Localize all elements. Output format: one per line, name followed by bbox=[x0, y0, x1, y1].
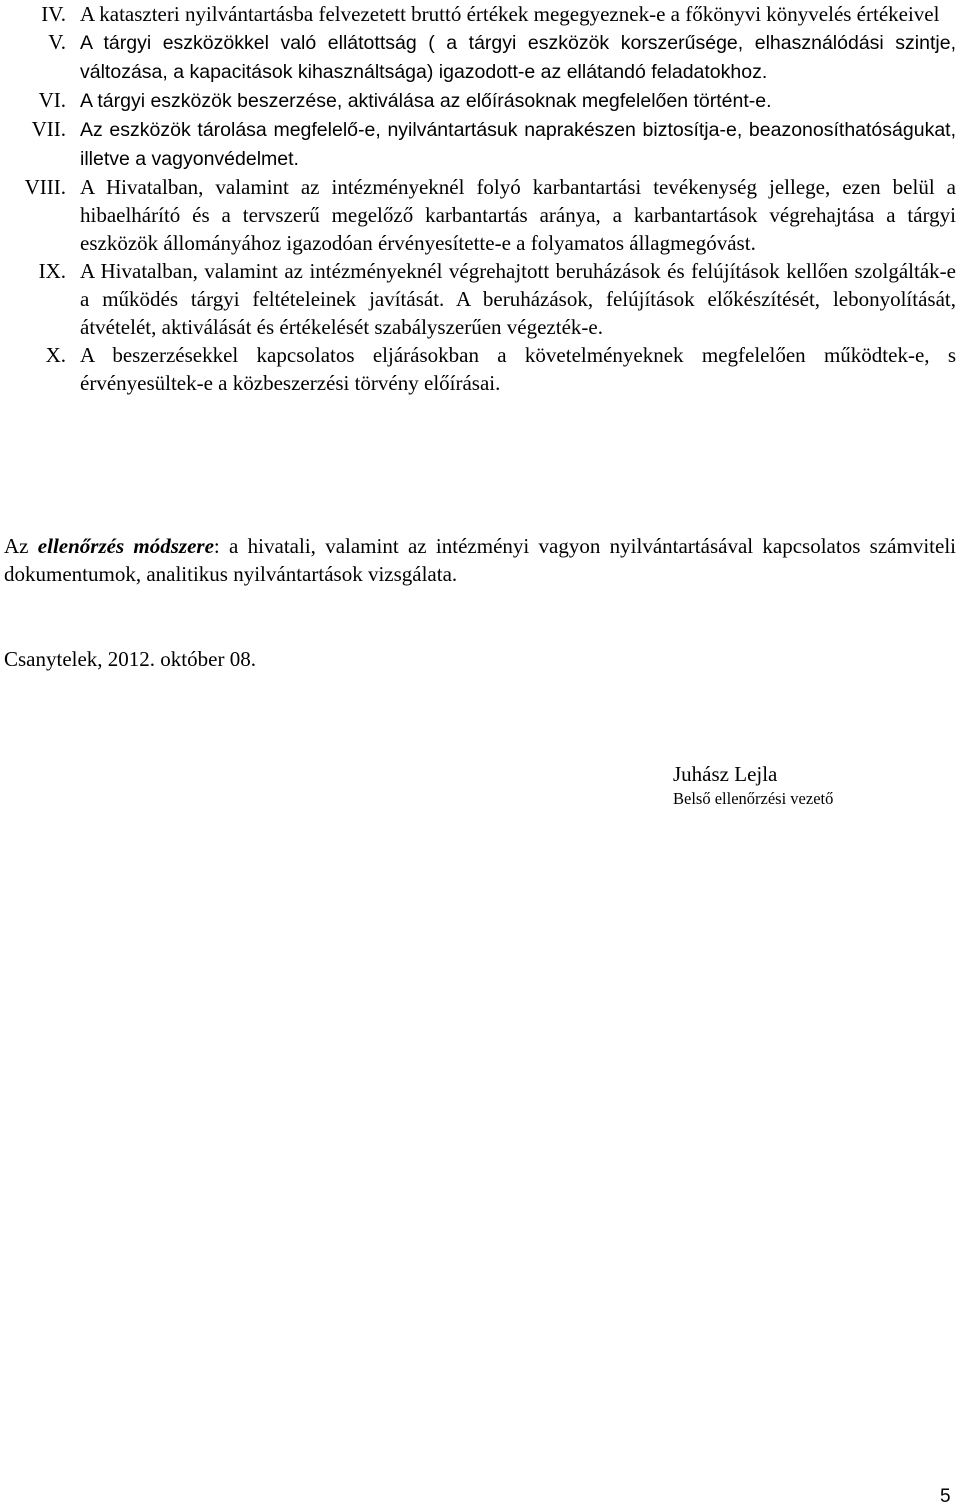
list-item bbox=[0, 173, 956, 257]
signatory-title: Belső ellenőrzési vezető bbox=[673, 789, 834, 808]
item-text: A beszerzésekkel kapcsolatos eljárásokban a követelményeknek megfelelően működtek-e, s érvényesültek-e a közbeszerzési törvény előírásai. bbox=[80, 343, 956, 395]
item-number: VI. bbox=[38, 88, 66, 112]
item-text: A kataszteri nyilvántartásba felvezetett bruttó értékek megegyeznek-e a főkönyvi könyvelés értékeivel bbox=[80, 2, 940, 26]
page-number: 5 bbox=[940, 1486, 951, 1507]
item-number: VIII. bbox=[24, 175, 66, 199]
list-item bbox=[0, 341, 956, 397]
item-number: VII. bbox=[31, 117, 66, 141]
list-item bbox=[0, 257, 956, 341]
list-item bbox=[0, 28, 956, 86]
audit-method-paragraph bbox=[4, 532, 956, 588]
method-text: : a hivatali, valamint az intézményi vagyon nyilvántartásával kapcsolatos számviteli dokumentumok, analitikus nyilvántartások vizsgálata. bbox=[4, 534, 956, 586]
method-prefix: Az bbox=[4, 534, 38, 558]
place-date: Csanytelek, 2012. október 08. bbox=[4, 647, 256, 671]
signatory-name: Juhász Lejla bbox=[673, 762, 778, 786]
item-number: V. bbox=[48, 30, 66, 54]
item-text: A tárgyi eszközök beszerzése, aktiválása az előírásoknak megfelelően történt-e. bbox=[80, 90, 772, 112]
requirements-list bbox=[0, 0, 956, 397]
method-emphasis: ellenőrzés módszere bbox=[37, 534, 214, 558]
item-text: A Hivatalban, valamint az intézményeknél végrehajtott beruházások és felújítások kellően szolgálták-e a működés tárgyi feltételeinek javítását. A beruházások, felújítások előkészítését, lebonyolítását, átvételét, aktiválását és értékelését szabályszerűen végezték-e. bbox=[80, 259, 956, 339]
item-text: A tárgyi eszközökkel való ellátottság ( a tárgyi eszközök korszerűsége, elhasználódási szintje, változása, a kapacitások kihasználtsága) igazodott-e az ellátandó feladatokhoz. bbox=[80, 32, 956, 83]
item-number: IX. bbox=[38, 259, 66, 283]
list-item bbox=[0, 115, 956, 173]
list-item bbox=[0, 0, 956, 28]
item-number: X. bbox=[45, 343, 66, 367]
list-item bbox=[0, 86, 956, 115]
item-text: A Hivatalban, valamint az intézményeknél folyó karbantartási tevékenység jellege, ezen belül a hibaelhárító és a tervszerű megelőző karbantartás aránya, a karbantartások végrehajtása a tárgyi eszközök állományához igazodóan érvényesítette-e a folyamatos állagmegóvást. bbox=[80, 175, 956, 255]
item-number: IV. bbox=[41, 2, 66, 26]
item-text: Az eszközök tárolása megfelelő-e, nyilvántartásuk naprakészen biztosítja-e, beazonosíthatóságukat, illetve a vagyonvédelmet. bbox=[80, 119, 956, 170]
